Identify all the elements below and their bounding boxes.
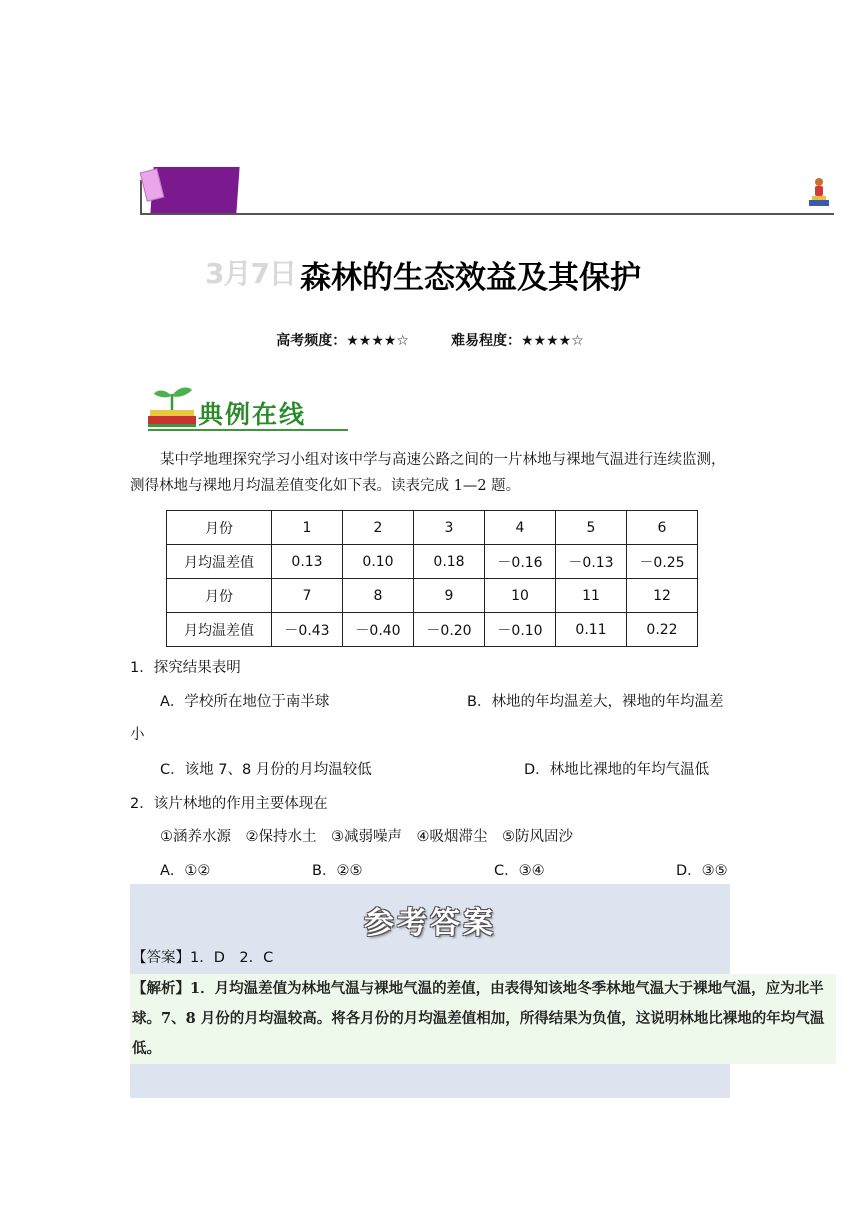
table-cell: －0.43 bbox=[272, 613, 343, 647]
question-2-option-c: C．③④ bbox=[494, 863, 545, 879]
table-cell: 0.18 bbox=[414, 545, 485, 579]
table-cell: 0.11 bbox=[556, 613, 627, 647]
banner-rule bbox=[140, 213, 834, 215]
table-row bbox=[167, 545, 698, 579]
answer-heading: 参考答案 bbox=[364, 906, 496, 941]
table-cell: 月均温差值 bbox=[167, 613, 272, 647]
table-cell: －0.10 bbox=[485, 613, 556, 647]
table-cell: 8 bbox=[343, 579, 414, 613]
table-cell: 12 bbox=[627, 579, 698, 613]
explanation-text: 【解析】1．月均温差值为林地气温与裸地气温的差值，由表得知该地冬季林地气温大于裸地气温，应为北半球。7、8 月份的月均温较高。将各月份的月均温差值相加，所得结果为负值，这说明林地比裸地的年均气温低。 bbox=[132, 980, 825, 1057]
question-1-option-c: C．该地 7、8 月份的月均温较低 bbox=[160, 762, 372, 778]
table-cell: 2 bbox=[343, 511, 414, 545]
section-label: 典例在线 bbox=[198, 400, 307, 429]
table-cell: 月份 bbox=[167, 511, 272, 545]
table-cell: 9 bbox=[414, 579, 485, 613]
date-stamp: 3月7日 bbox=[205, 257, 296, 290]
table-cell: 7 bbox=[272, 579, 343, 613]
page-title: 森林的生态效益及其保护 bbox=[300, 260, 641, 296]
table-cell: －0.16 bbox=[485, 545, 556, 579]
section-underline bbox=[148, 429, 348, 431]
answer-line: 【答案】1．D 2．C bbox=[132, 950, 274, 966]
table-cell: 1 bbox=[272, 511, 343, 545]
meta-line bbox=[0, 330, 860, 350]
table-cell: －0.40 bbox=[343, 613, 414, 647]
table-cell: 11 bbox=[556, 579, 627, 613]
banner-vertical-rule bbox=[140, 180, 142, 215]
table-cell: 5 bbox=[556, 511, 627, 545]
question-2-items: ①涵养水源 ②保持水土 ③减弱噪声 ④吸烟滞尘 ⑤防风固沙 bbox=[160, 829, 573, 845]
question-1-option-a: A．学校所在地位于南半球 bbox=[160, 694, 330, 710]
question-2-stem: 2．该片林地的作用主要体现在 bbox=[130, 796, 328, 812]
table-cell: －0.20 bbox=[414, 613, 485, 647]
difficulty-rating: 难易程度：★★★★☆ bbox=[451, 333, 584, 349]
question-1-option-b: B．林地的年均温差大，裸地的年均温差 bbox=[467, 694, 724, 710]
intro-paragraph: 某中学地理探究学习小组对该中学与高速公路之间的一片林地与裸地气温进行连续监测，测得林地与裸地月均温差值变化如下表。读表完成 1—2 题。 bbox=[130, 452, 726, 494]
temperature-difference-table bbox=[166, 510, 698, 647]
question-1-option-d: D．林地比裸地的年均气温低 bbox=[524, 762, 710, 778]
table-row bbox=[167, 579, 698, 613]
question-2-option-b: B．②⑤ bbox=[312, 863, 363, 879]
reader-icon bbox=[806, 176, 832, 208]
table-cell: 4 bbox=[485, 511, 556, 545]
sprout-book-icon bbox=[146, 384, 198, 430]
question-1-option-b-wrap: 小 bbox=[130, 727, 145, 743]
table-cell: 10 bbox=[485, 579, 556, 613]
table-cell: －0.25 bbox=[627, 545, 698, 579]
question-2-option-a: A．①② bbox=[160, 863, 211, 879]
frequency-rating: 高考频度：★★★★☆ bbox=[276, 333, 409, 349]
table-cell: 3 bbox=[414, 511, 485, 545]
table-row bbox=[167, 511, 698, 545]
table-cell: 0.10 bbox=[343, 545, 414, 579]
banner-block bbox=[150, 167, 239, 213]
table-row bbox=[167, 613, 698, 647]
table-cell: 6 bbox=[627, 511, 698, 545]
table-cell: 月份 bbox=[167, 579, 272, 613]
table-cell: －0.13 bbox=[556, 545, 627, 579]
question-1-stem: 1．探究结果表明 bbox=[130, 660, 241, 676]
table-cell: 0.13 bbox=[272, 545, 343, 579]
table-cell: 0.22 bbox=[627, 613, 698, 647]
table-cell: 月均温差值 bbox=[167, 545, 272, 579]
question-2-option-d: D．③⑤ bbox=[676, 863, 728, 879]
